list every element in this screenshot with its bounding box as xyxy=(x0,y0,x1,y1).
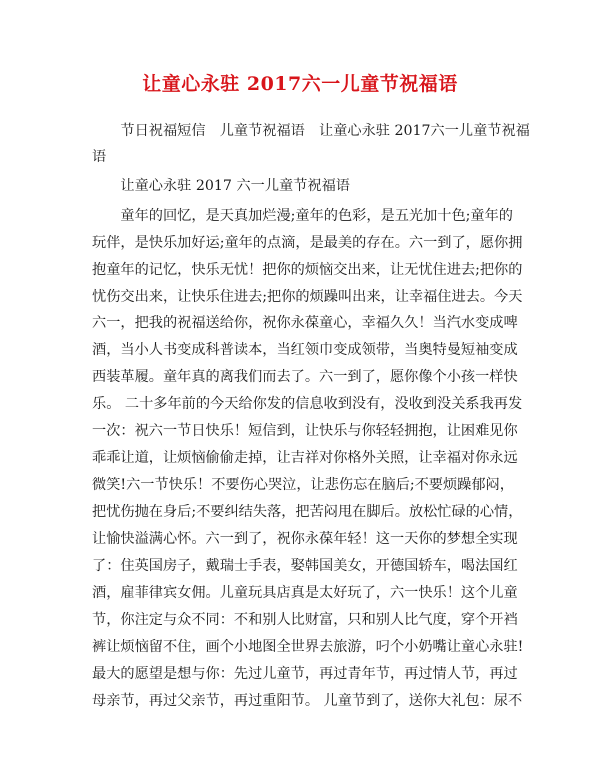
body-line: 了：住英国房子，戴瑞士手表，娶韩国美女，开德国轿车，喝法国红 xyxy=(92,558,518,574)
body-line: 母亲节，再过父亲节，再过重阳节。 儿童节到了，送你大礼包：尿不 xyxy=(92,693,523,709)
body-line: 让愉快溢满心怀。六一到了，祝你永葆年轻！这一天你的梦想全实现 xyxy=(92,531,518,547)
body-line: 西装革履。童年真的离我们而去了。六一到了，愿你像个小孩一样快 xyxy=(92,369,518,385)
body-line: 六一，把我的祝福送给你，祝你永葆童心，幸福久久！当汽水变成啤 xyxy=(92,315,518,331)
body-line: 最大的愿望是想与你：先过儿童节，再过青年节，再过情人节，再过 xyxy=(92,666,518,682)
document-title: 让童心永驻 2017六一儿童节祝福语 xyxy=(142,73,458,95)
body-line: 忧伤交出来，让快乐住进去;把你的烦躁叫出来，让幸福住进去。今天 xyxy=(92,289,523,305)
body-line: 童年的回忆，是天真加烂漫;童年的色彩，是五光加十色;童年的 xyxy=(92,208,513,224)
body-line: 酒，雇菲律宾女佣。儿童玩具店真是太好玩了，六一快乐！这个儿童 xyxy=(92,585,518,601)
body-line: 把忧伤抛在身后;不要纠结失落，把苦闷甩在脚后。放松忙碌的心情， xyxy=(92,504,523,520)
body-line: 裤让烦恼留不住，画个小地图全世界去旅游，叼个小奶嘴让童心永驻! xyxy=(92,639,524,655)
header-line: 语 xyxy=(92,149,107,165)
body-line: 微笑!六一节快乐！不要伤心哭泣，让悲伤忘在脑后;不要烦躁郁闷， xyxy=(92,477,514,493)
body-line: 一次：祝六一节日快乐！短信到，让快乐与你轻轻拥抱，让困难见你 xyxy=(92,423,518,439)
body-line: 玩伴，是快乐加好运;童年的点滴，是最美的存在。六一到了，愿你拥 xyxy=(92,235,523,251)
body-line: 乖乖让道，让烦恼偷偷走掉，让吉祥对你格外关照，让幸福对你永远 xyxy=(92,450,518,466)
subtitle-line: 让童心永驻 2017 六一儿童节祝福语 xyxy=(92,178,350,194)
body-line: 乐。 二十多年前的今天给你发的信息收到没有，没收到没关系我再发 xyxy=(92,396,523,412)
body-line: 酒，当小人书变成科普读本，当红领巾变成领带，当奥特曼短袖变成 xyxy=(92,342,518,358)
body-line: 抱童年的记忆，快乐无忧！把你的烦恼交出来，让无忧住进去;把你的 xyxy=(92,262,523,278)
body-line: 节，你注定与众不同：不和别人比财富，只和别人比气度，穿个开裆 xyxy=(92,612,518,628)
header-line: 节日祝福短信 儿童节祝福语 让童心永驻 2017六一儿童节祝福 xyxy=(92,123,530,139)
